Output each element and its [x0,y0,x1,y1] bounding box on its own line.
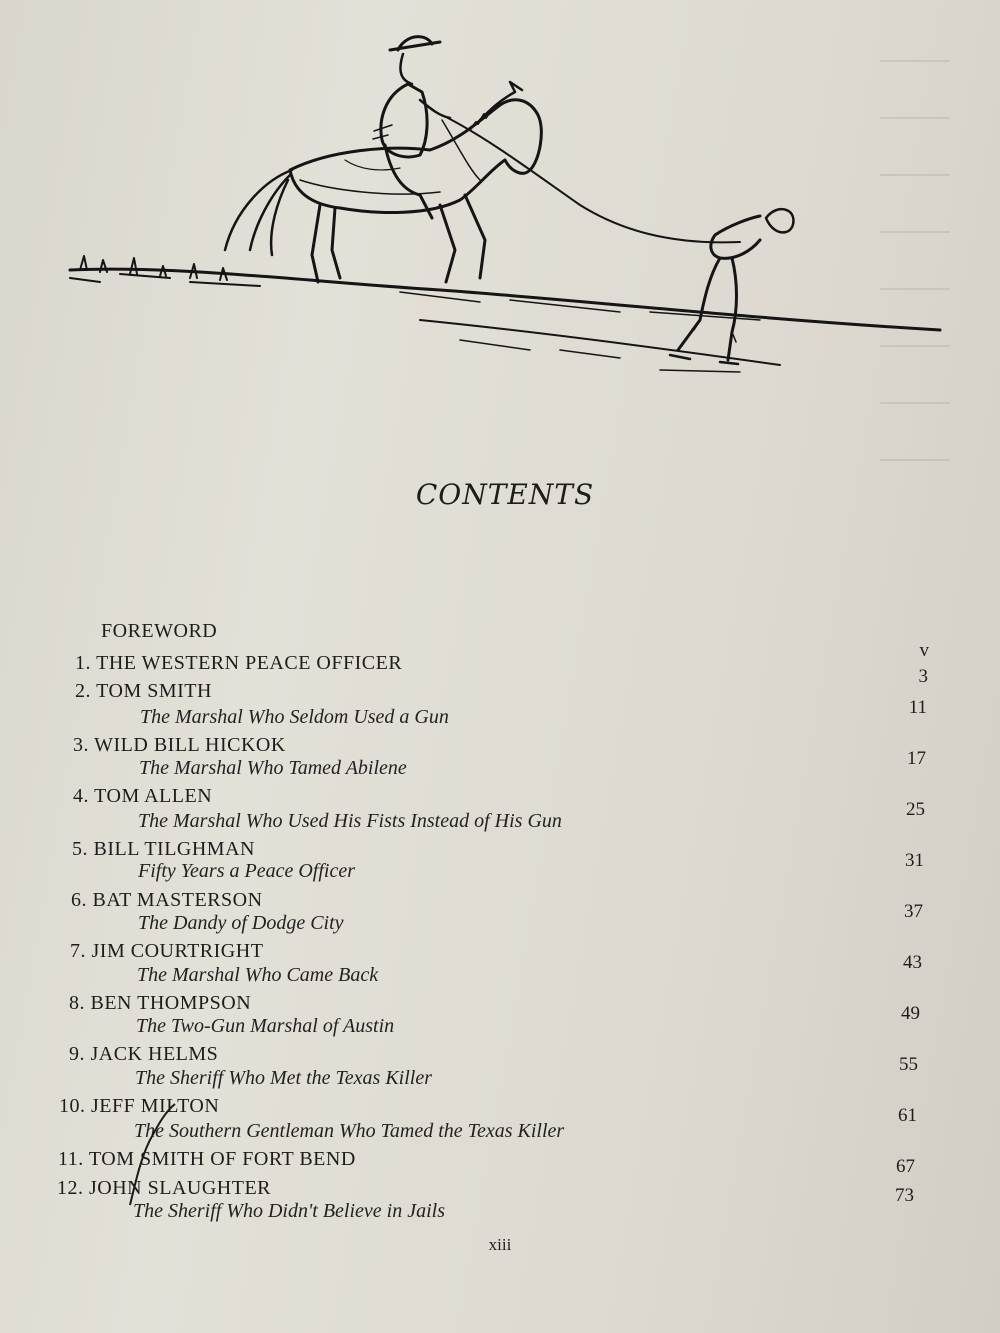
toc-entry-page: 31 [905,850,924,871]
toc-entry-page: 49 [901,1003,920,1024]
toc-entry-title: 11. TOM SMITH OF FORT BEND [58,1148,356,1170]
toc-entry-title: 9. JACK HELMS [69,1043,219,1065]
toc-entry-page: 17 [907,748,926,769]
toc-entry-title: FOREWORD [101,620,218,642]
toc-entry-page: 25 [906,799,925,820]
toc-entry-page: 61 [898,1105,917,1126]
toc-entry-title: 8. BEN THOMPSON [69,992,252,1014]
pen-mark [120,1100,190,1210]
toc-entry-title: 3. WILD BILL HICKOK [73,734,286,756]
toc-entry-subtitle: Fifty Years a Peace Officer [138,860,355,882]
toc-entry-subtitle: The Marshal Who Seldom Used a Gun [140,706,449,728]
toc-entry-title: 5. BILL TILGHMAN [72,838,255,860]
page-number-folio: xiii [488,1235,512,1254]
toc-entry-subtitle: The Sheriff Who Met the Texas Killer [135,1067,433,1089]
toc-entry-page: 3 [918,666,928,687]
toc-entry-subtitle: The Southern Gentleman Who Tamed the Texas Killer [134,1120,565,1142]
toc-entry-subtitle: The Marshal Who Tamed Abilene [139,757,407,779]
toc-entry-page: 55 [899,1054,918,1075]
toc-entry-page: v [919,640,929,661]
toc-entry-page: 73 [895,1185,914,1206]
toc-entry-page: 11 [908,697,927,718]
toc-entry-page: 43 [903,952,922,973]
toc-entry-title: 2. TOM SMITH [75,680,212,702]
toc-entry-page: 37 [904,901,923,922]
toc-entry-title: 4. TOM ALLEN [73,785,213,807]
toc-entry-subtitle: The Two-Gun Marshal of Austin [136,1015,395,1037]
toc-entry-subtitle: The Dandy of Dodge City [138,912,344,934]
toc-entry-subtitle: The Marshal Who Used His Fists Instead of His Gun [138,810,562,832]
contents-heading: CONTENTS [415,478,595,511]
toc-entry-subtitle: The Marshal Who Came Back [137,964,379,986]
toc-entry-title: 10. JEFF MILTON [59,1095,220,1117]
toc-entry-title: 7. JIM COURTRIGHT [70,940,264,962]
toc-entry-title: 1. THE WESTERN PEACE OFFICER [75,652,403,674]
toc-entry-title: 6. BAT MASTERSON [71,889,263,911]
toc-entry-page: 67 [896,1156,915,1177]
toc-entry-subtitle: The Sheriff Who Didn't Believe in Jails [133,1200,445,1222]
toc-entry-title: 12. JOHN SLAUGHTER [57,1177,271,1199]
